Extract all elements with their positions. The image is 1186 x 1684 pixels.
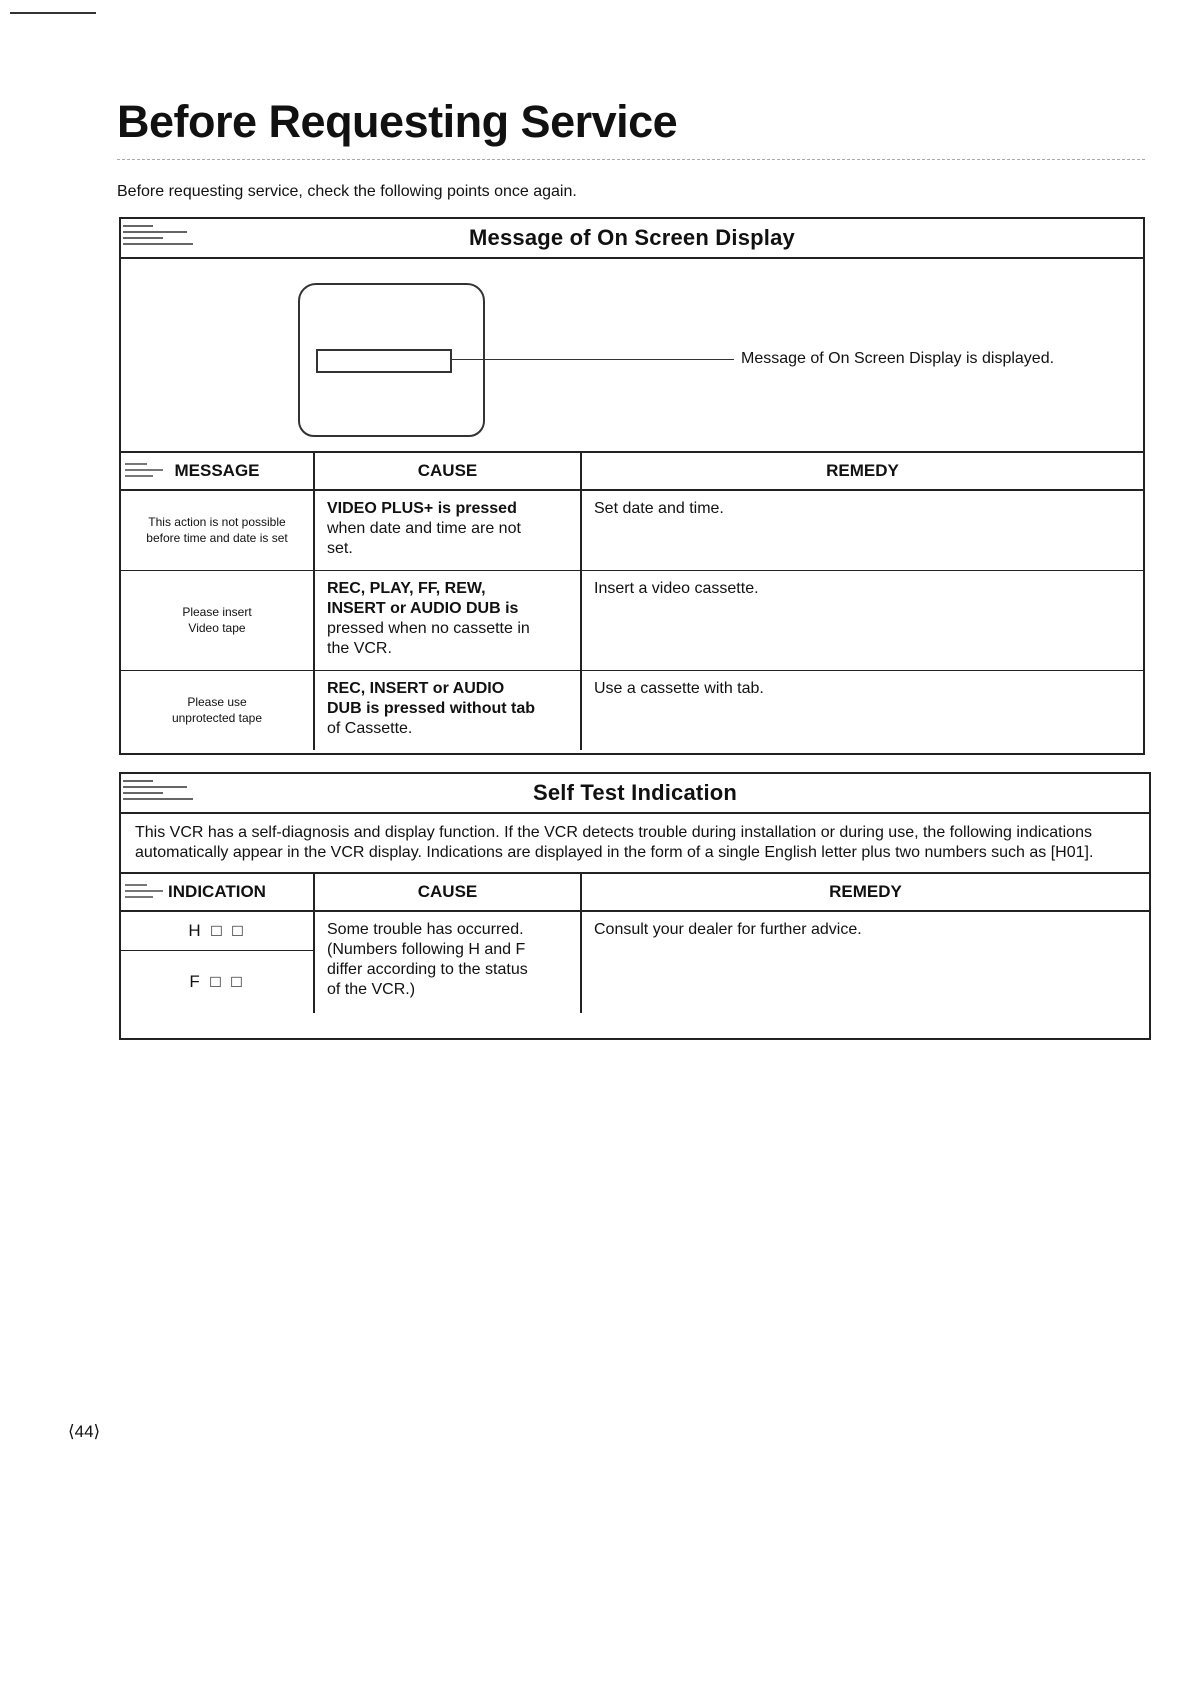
col-header-indication: INDICATION bbox=[121, 874, 314, 911]
osd-heading: Message of On Screen Display bbox=[469, 225, 795, 250]
osd-table bbox=[121, 453, 1143, 750]
corner-decoration bbox=[125, 880, 165, 904]
osd-message-bar bbox=[316, 349, 452, 373]
table-row bbox=[121, 911, 1149, 951]
col-header-cause: CAUSE bbox=[314, 874, 581, 911]
title-divider bbox=[117, 159, 1145, 160]
cause-cell: REC, INSERT or AUDIO DUB is pressed without tab of Cassette. bbox=[314, 670, 581, 750]
message-cell: Please use unprotected tape bbox=[121, 670, 314, 750]
osd-section-header bbox=[121, 219, 1143, 259]
indication-cell: H □ □ bbox=[188, 921, 246, 940]
osd-diagram bbox=[121, 259, 1143, 453]
table-row bbox=[121, 490, 1143, 570]
top-scan-rule bbox=[10, 12, 96, 14]
message-cell: Please insert Video tape bbox=[121, 570, 314, 670]
table-row bbox=[121, 670, 1143, 750]
col-header-cause: CAUSE bbox=[314, 453, 581, 490]
col-header-remedy: REMEDY bbox=[581, 453, 1143, 490]
page-title: Before Requesting Service bbox=[117, 96, 678, 147]
corner-decoration bbox=[123, 776, 197, 806]
corner-decoration bbox=[123, 221, 197, 251]
page-number: ⟨44⟩ bbox=[68, 1422, 101, 1441]
osd-section bbox=[119, 217, 1145, 755]
indication-cell: F □ □ bbox=[121, 951, 314, 1014]
corner-decoration bbox=[125, 459, 165, 483]
self-test-description: This VCR has a self-diagnosis and display function. If the VCR detects trouble during installation or during use, the following indications automatically appear in the VCR display. Indications are displayed in the form of a single English letter plus two numbers such as [H01]. bbox=[121, 814, 1149, 874]
self-test-section bbox=[119, 772, 1151, 1040]
col-header-message: MESSAGE bbox=[121, 453, 314, 490]
message-cell: This action is not possible before time and date is set bbox=[146, 515, 288, 546]
col-header-remedy: REMEDY bbox=[581, 874, 1149, 911]
remedy-cell: Consult your dealer for further advice. bbox=[581, 911, 1149, 1013]
remedy-cell: Use a cassette with tab. bbox=[581, 670, 1143, 750]
cause-cell: Some trouble has occurred. (Numbers following H and F differ according to the status of the VCR.) bbox=[314, 911, 581, 1013]
remedy-cell: Insert a video cassette. bbox=[581, 570, 1143, 670]
cause-cell: REC, PLAY, FF, REW, INSERT or AUDIO DUB is pressed when no cassette in the VCR. bbox=[314, 570, 581, 670]
diagram-caption: Message of On Screen Display is displayed. bbox=[741, 350, 1055, 367]
leader-line bbox=[452, 359, 734, 360]
self-test-table bbox=[121, 874, 1149, 1013]
remedy-cell: Set date and time. bbox=[581, 490, 1143, 570]
self-test-heading: Self Test Indication bbox=[532, 780, 738, 805]
intro-text: Before requesting service, check the following points once again. bbox=[117, 183, 577, 200]
table-row bbox=[121, 570, 1143, 670]
cause-cell: VIDEO PLUS+ is pressed when date and time are not set. bbox=[314, 490, 581, 570]
self-test-section-header bbox=[121, 774, 1149, 814]
